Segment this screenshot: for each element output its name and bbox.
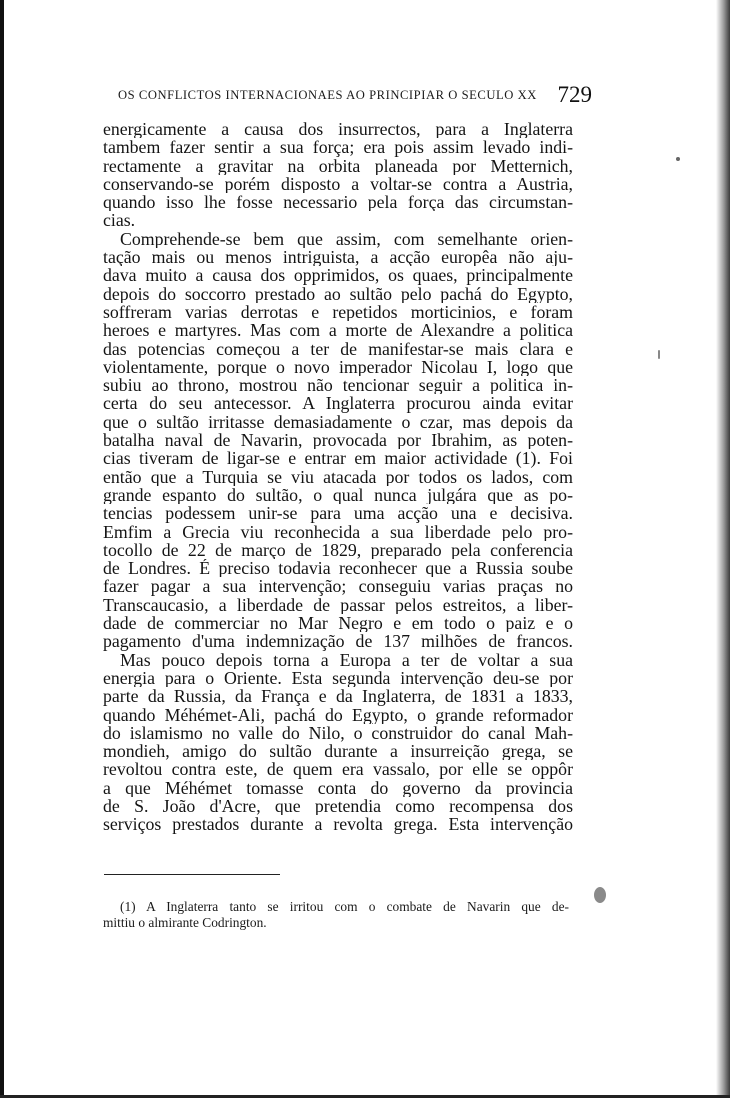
- text-line: grande espanto do sultão, o qual nunca julgára que as po-: [103, 485, 573, 505]
- text-line: rectamente a gravitar na orbita planeada por Metternich,: [103, 156, 573, 175]
- page-number: 729: [557, 82, 592, 107]
- footnote-separator: [104, 874, 280, 875]
- text-line: pagamento d'uma indemnização de 137 milhões de francos.: [103, 632, 573, 651]
- paragraph-start-line: Comprehende-se bem que assim, com semelhante orien-: [120, 229, 573, 249]
- text-line: cias.: [103, 211, 136, 230]
- text-line: violentamente, porque o novo imperador Nicolau I, logo que: [103, 357, 573, 377]
- text-line: tação mais ou menos intriguista, a acção europêa não aju-: [103, 248, 573, 267]
- text-line: subiu ao throno, mostrou não tencionar seguir a politica in-: [103, 376, 573, 395]
- text-line: dava muito a causa dos opprimidos, os quaes, principalmente: [103, 266, 573, 285]
- running-head: OS CONFLICTOS INTERNACIONAES AO PRINCIPIAR O SECULO XX: [118, 88, 537, 102]
- scan-speck: [676, 157, 680, 161]
- text-line: então que a Turquia se viu atacada por todos os lados, com: [103, 467, 573, 486]
- text-line: de Londres. É preciso todavia reconhecer que a Russia soube: [103, 559, 573, 578]
- text-line: tocollo de 22 de março de 1829, preparado pela conferencia: [103, 540, 573, 560]
- text-line: certa do seu antecessor. A Inglaterra procurou ainda evitar: [103, 394, 573, 413]
- text-line: tencias podessem unir-se para uma acção una e decisiva.: [103, 504, 573, 523]
- text-line: cias tiveram de ligar-se e entrar em maior actividade (1). Foi: [103, 449, 573, 468]
- text-line: Transcaucasio, a liberdade de passar pelos estreitos, a liber-: [103, 595, 573, 615]
- text-line: do islamismo no valle do Nilo, o construidor do canal Mah-: [103, 723, 573, 743]
- text-line: conservando-se porém disposto a voltar-se contra a Austria,: [103, 174, 573, 194]
- text-line: a que Méhémet tomasse conta do governo da provincia: [103, 778, 573, 797]
- text-line: energicamente a causa dos insurrectos, para a Inglaterra: [103, 120, 573, 139]
- text-line: soffreram varias derrotas e repetidos morticinios, e foram: [103, 302, 573, 322]
- text-line: revoltou contra este, de quem era vassalo, por elle se oppôr: [103, 760, 573, 779]
- text-line: Emfim a Grecia viu reconhecida a sua liberdade pelo pro-: [103, 522, 573, 541]
- text-line: energia para o Oriente. Esta segunda intervenção deu-se por: [103, 668, 573, 688]
- text-line: heroes e martyres. Mas com a morte de Alexandre a politica: [103, 321, 573, 340]
- scan-blot: [594, 887, 606, 903]
- scan-mark: [658, 350, 660, 359]
- page-header: [118, 82, 592, 108]
- text-line: parte da Russia, da França e da Inglaterra, de 1831 a 1833,: [103, 687, 573, 706]
- text-line: quando isso lhe fosse necessario pela força das circumstan-: [103, 193, 573, 212]
- text-line: dade de commerciar no Mar Negro e em todo o paiz e o: [103, 614, 573, 633]
- footnote: [103, 899, 569, 931]
- text-line: mondieh, amigo do sultão durante a insurreição grega, se: [103, 742, 573, 761]
- text-line: batalha naval de Navarin, provocada por Ibrahim, as poten-: [103, 431, 573, 450]
- text-line: que o sultão irritasse demasiadamente o czar, mas depois da: [103, 412, 573, 432]
- page-right-scan-shadow: [716, 0, 730, 1098]
- text-line: fazer pagar a sua intervenção; conseguiu varias praças no: [103, 577, 573, 596]
- page-left-scan-edge: [0, 0, 4, 1098]
- footnote-line: mittiu o almirante Codrington.: [103, 915, 267, 930]
- text-line: serviços prestados durante a revolta grega. Esta intervenção: [103, 815, 573, 834]
- text-line: de S. João d'Acre, que pretendia como recompensa dos: [103, 796, 573, 816]
- footnote-line: (1) A Inglaterra tanto se irritou com o combate de Navarin que de-: [120, 899, 569, 914]
- text-line: quando Méhémet-Ali, pachá do Egypto, o grande reformador: [103, 705, 573, 724]
- body-text: [103, 120, 573, 834]
- text-line: tambem fazer sentir a sua força; era pois assim levado indi-: [103, 138, 573, 157]
- paragraph-start-line: Mas pouco depois torna a Europa a ter de voltar a sua: [120, 650, 573, 669]
- text-line: depois do soccorro prestado ao sultão pelo pachá do Egypto,: [103, 284, 573, 303]
- text-line: das potencias começou a ter de manifestar-se mais clara e: [103, 339, 573, 358]
